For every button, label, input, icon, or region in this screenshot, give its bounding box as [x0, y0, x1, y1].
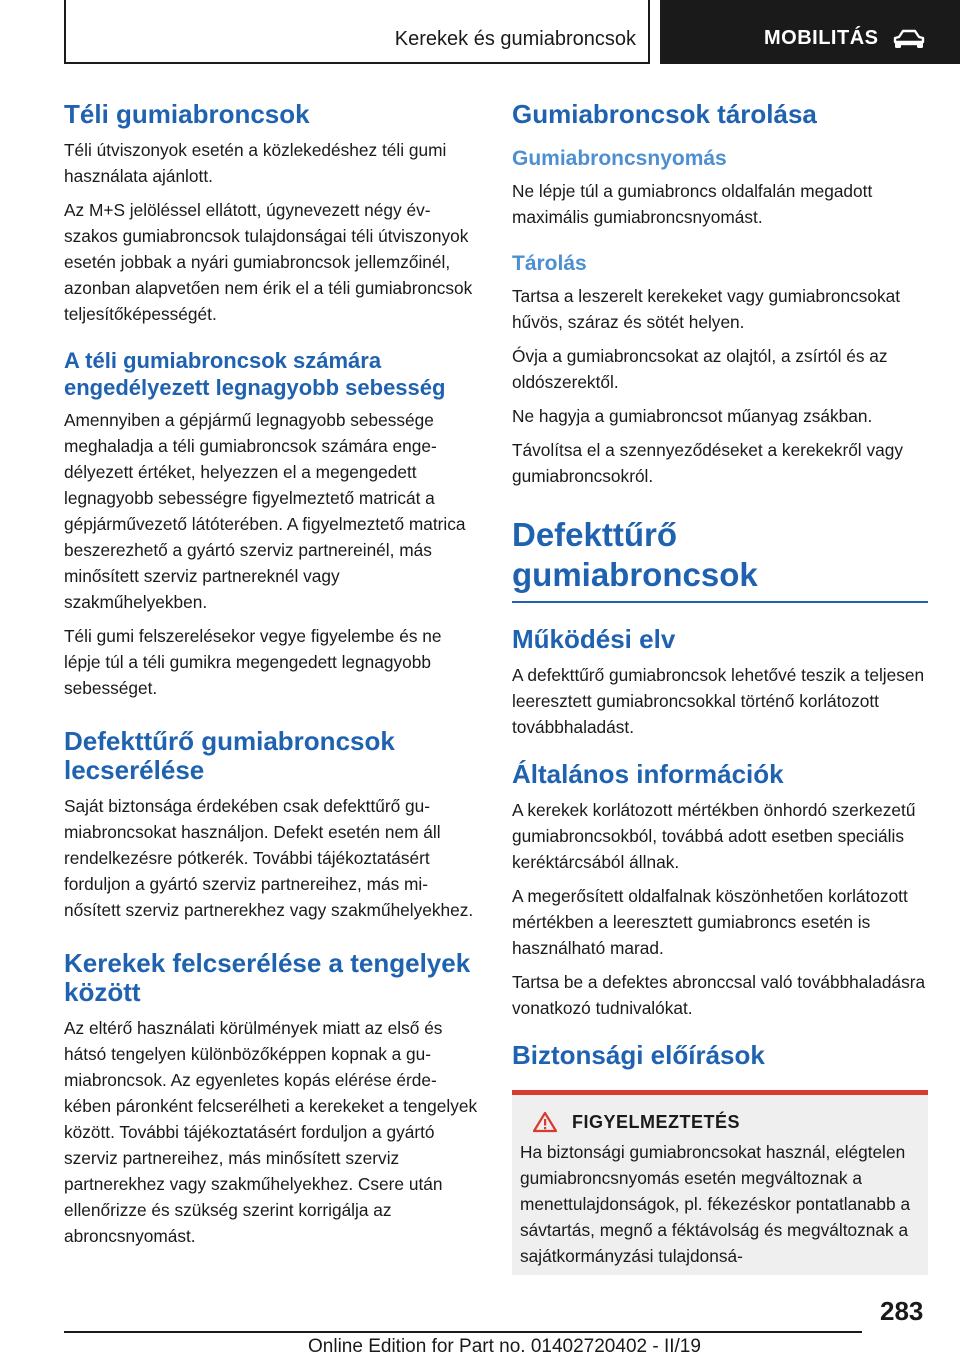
paragraph: Ne lépje túl a gumiabroncs oldalfalán megadott maximális gumiabroncsnyomást.: [512, 181, 873, 227]
warning-title: FIGYELMEZTETÉS: [572, 1111, 741, 1132]
paragraph: Ne hagyja a gumiabroncsot műanyag zsákban.: [512, 406, 873, 426]
paragraph: Távolítsa el a szennyeződéseket a kerekekről vagy gumiabroncsokról.: [512, 440, 903, 486]
paragraph: Az M+S jelöléssel ellátott, úgynevezett négy évszakos gumiabroncsok tulajdonságai téli útviszonyok esetén jobbak a nyári gumiabroncsok jellemzőinél, azonban alapvetően nem érik el a téli gumiabroncsok teljesítőképességét.: [64, 200, 473, 324]
subheading-tyre-pressure: Gumiabroncsnyomás: [512, 147, 727, 170]
paragraph: Tartsa be a defektes abronccsal való továbbhaladásra vonatkozó tudnivalókat.: [512, 972, 926, 1018]
warning-triangle-icon: [532, 1111, 558, 1133]
warning-box: [512, 1090, 928, 1275]
page-header: [0, 0, 960, 66]
left-column: [64, 100, 478, 1257]
paragraph: A defekttűrő gumiabroncsok lehetővé teszik a teljesen leeresztett gumiabroncsokkal történő korlátozott továbbhaladást.: [512, 665, 925, 737]
page-number: 283: [880, 1296, 924, 1326]
subheading-storage: Tárolás: [512, 252, 587, 275]
heading-wheel-swap: Kerekek felcserélése a tengelyek között: [64, 948, 471, 1007]
heading-tyre-storage: Gumiabroncsok tárolása: [512, 99, 817, 129]
heading-operating-principle: Működési elv: [512, 624, 676, 654]
paragraph: Téli gumi felszerelésekor vegye figyelembe és ne lépje túl a téli gumikra megengedett legnagyobb sebességet.: [64, 626, 442, 698]
section-title: Kerekek és gumiabroncsok: [394, 28, 636, 50]
chapter-heading-runflat: Defekttűrő gumiabroncsok: [512, 515, 928, 603]
right-column: [512, 100, 928, 1275]
section-header-box: [64, 0, 650, 64]
paragraph: Tartsa a leszerelt kerekeket vagy gumiabroncsokat hűvös, száraz és sötét helyen.: [512, 286, 901, 332]
footer-divider: [64, 1331, 862, 1333]
footer-edition-text: Online Edition for Part no. 01402720402 - II/19: [308, 1336, 701, 1357]
paragraph: Óvja a gumiabroncsokat az olajtól, a zsírtól és az oldószerektől.: [512, 346, 888, 392]
warning-text: Ha biztonsági gumiabroncsokat használ, elégtelen gumiabroncsnyomás esetén megváltoznak a menettulajdonságok, pl. fékezéskor pontatlanabb a sávtartás, megnő a féktávolság és megváltoznak a sajátkormányzási tulajdonsá-: [520, 1142, 911, 1266]
heading-general-information: Általános információk: [512, 759, 784, 789]
heading-safety-instructions: Biztonsági előírások: [512, 1040, 765, 1070]
paragraph: Az eltérő használati körülmények miatt az első és hátsó tengelyen különbözőképpen kopnak a gumiabroncsok. Az egyenletes kopás elérése érdekében páronként felcserélheti a kerekeket a tengelyek között. További tájékoztatásért forduljon a gyártó szerviz partnereihez, más minősített szerviz partnerekhez vagy szakműhelyekhez. Csere után ellenőrizze és szükség szerint korrigálja az abroncsnyomást.: [64, 1018, 478, 1246]
paragraph: A kerekek korlátozott mértékben önhordó szerkezetű gumiabroncsokból, továbbá adott esetben speciális keréktárcsából állnak.: [512, 800, 916, 872]
warning-header: [520, 1111, 918, 1133]
paragraph: Téli útviszonyok esetén a közlekedéshez téli gumi használata ajánlott.: [64, 140, 447, 186]
chapter-tab-label: MOBILITÁS: [764, 27, 879, 49]
chapter-tab: [660, 0, 960, 64]
heading-winter-max-speed: A téli gumiabroncsok számára engedélyezett legnagyobb sebesség: [64, 348, 446, 400]
heading-winter-tyres: Téli gumiabroncsok: [64, 99, 310, 129]
paragraph: Amennyiben a gépjármű legnagyobb sebessége meghaladja a téli gumiabroncsok számára engedélyezett értéket, helyezzen el a megengedett legnagyobb sebességre figyelmeztető matricát a gépjárművezető látóterében. A figyelmeztető matrica beszerezhető a gyártó szerviz partnereinél, más minősített szerviz partnereknél vagy szakműhelyekben.: [64, 410, 466, 612]
car-icon: [892, 28, 926, 50]
paragraph: Saját biztonsága érdekében csak defekttűrő gumiabroncsokat használjon. Defekt esetén nem áll rendelkezésre pótkerék. További tájékoztatásért forduljon a gyártó szerviz partnereihez, más minősített szerviz partnerekhez vagy szakműhelyekhez.: [64, 796, 474, 920]
paragraph: A megerősített oldalfalnak köszönhetően korlátozott mértékben a leeresztett gumiabroncs esetén is használható marad.: [512, 886, 908, 958]
heading-runflat-replacement: Defekttűrő gumiabroncsok lecserélése: [64, 726, 395, 785]
